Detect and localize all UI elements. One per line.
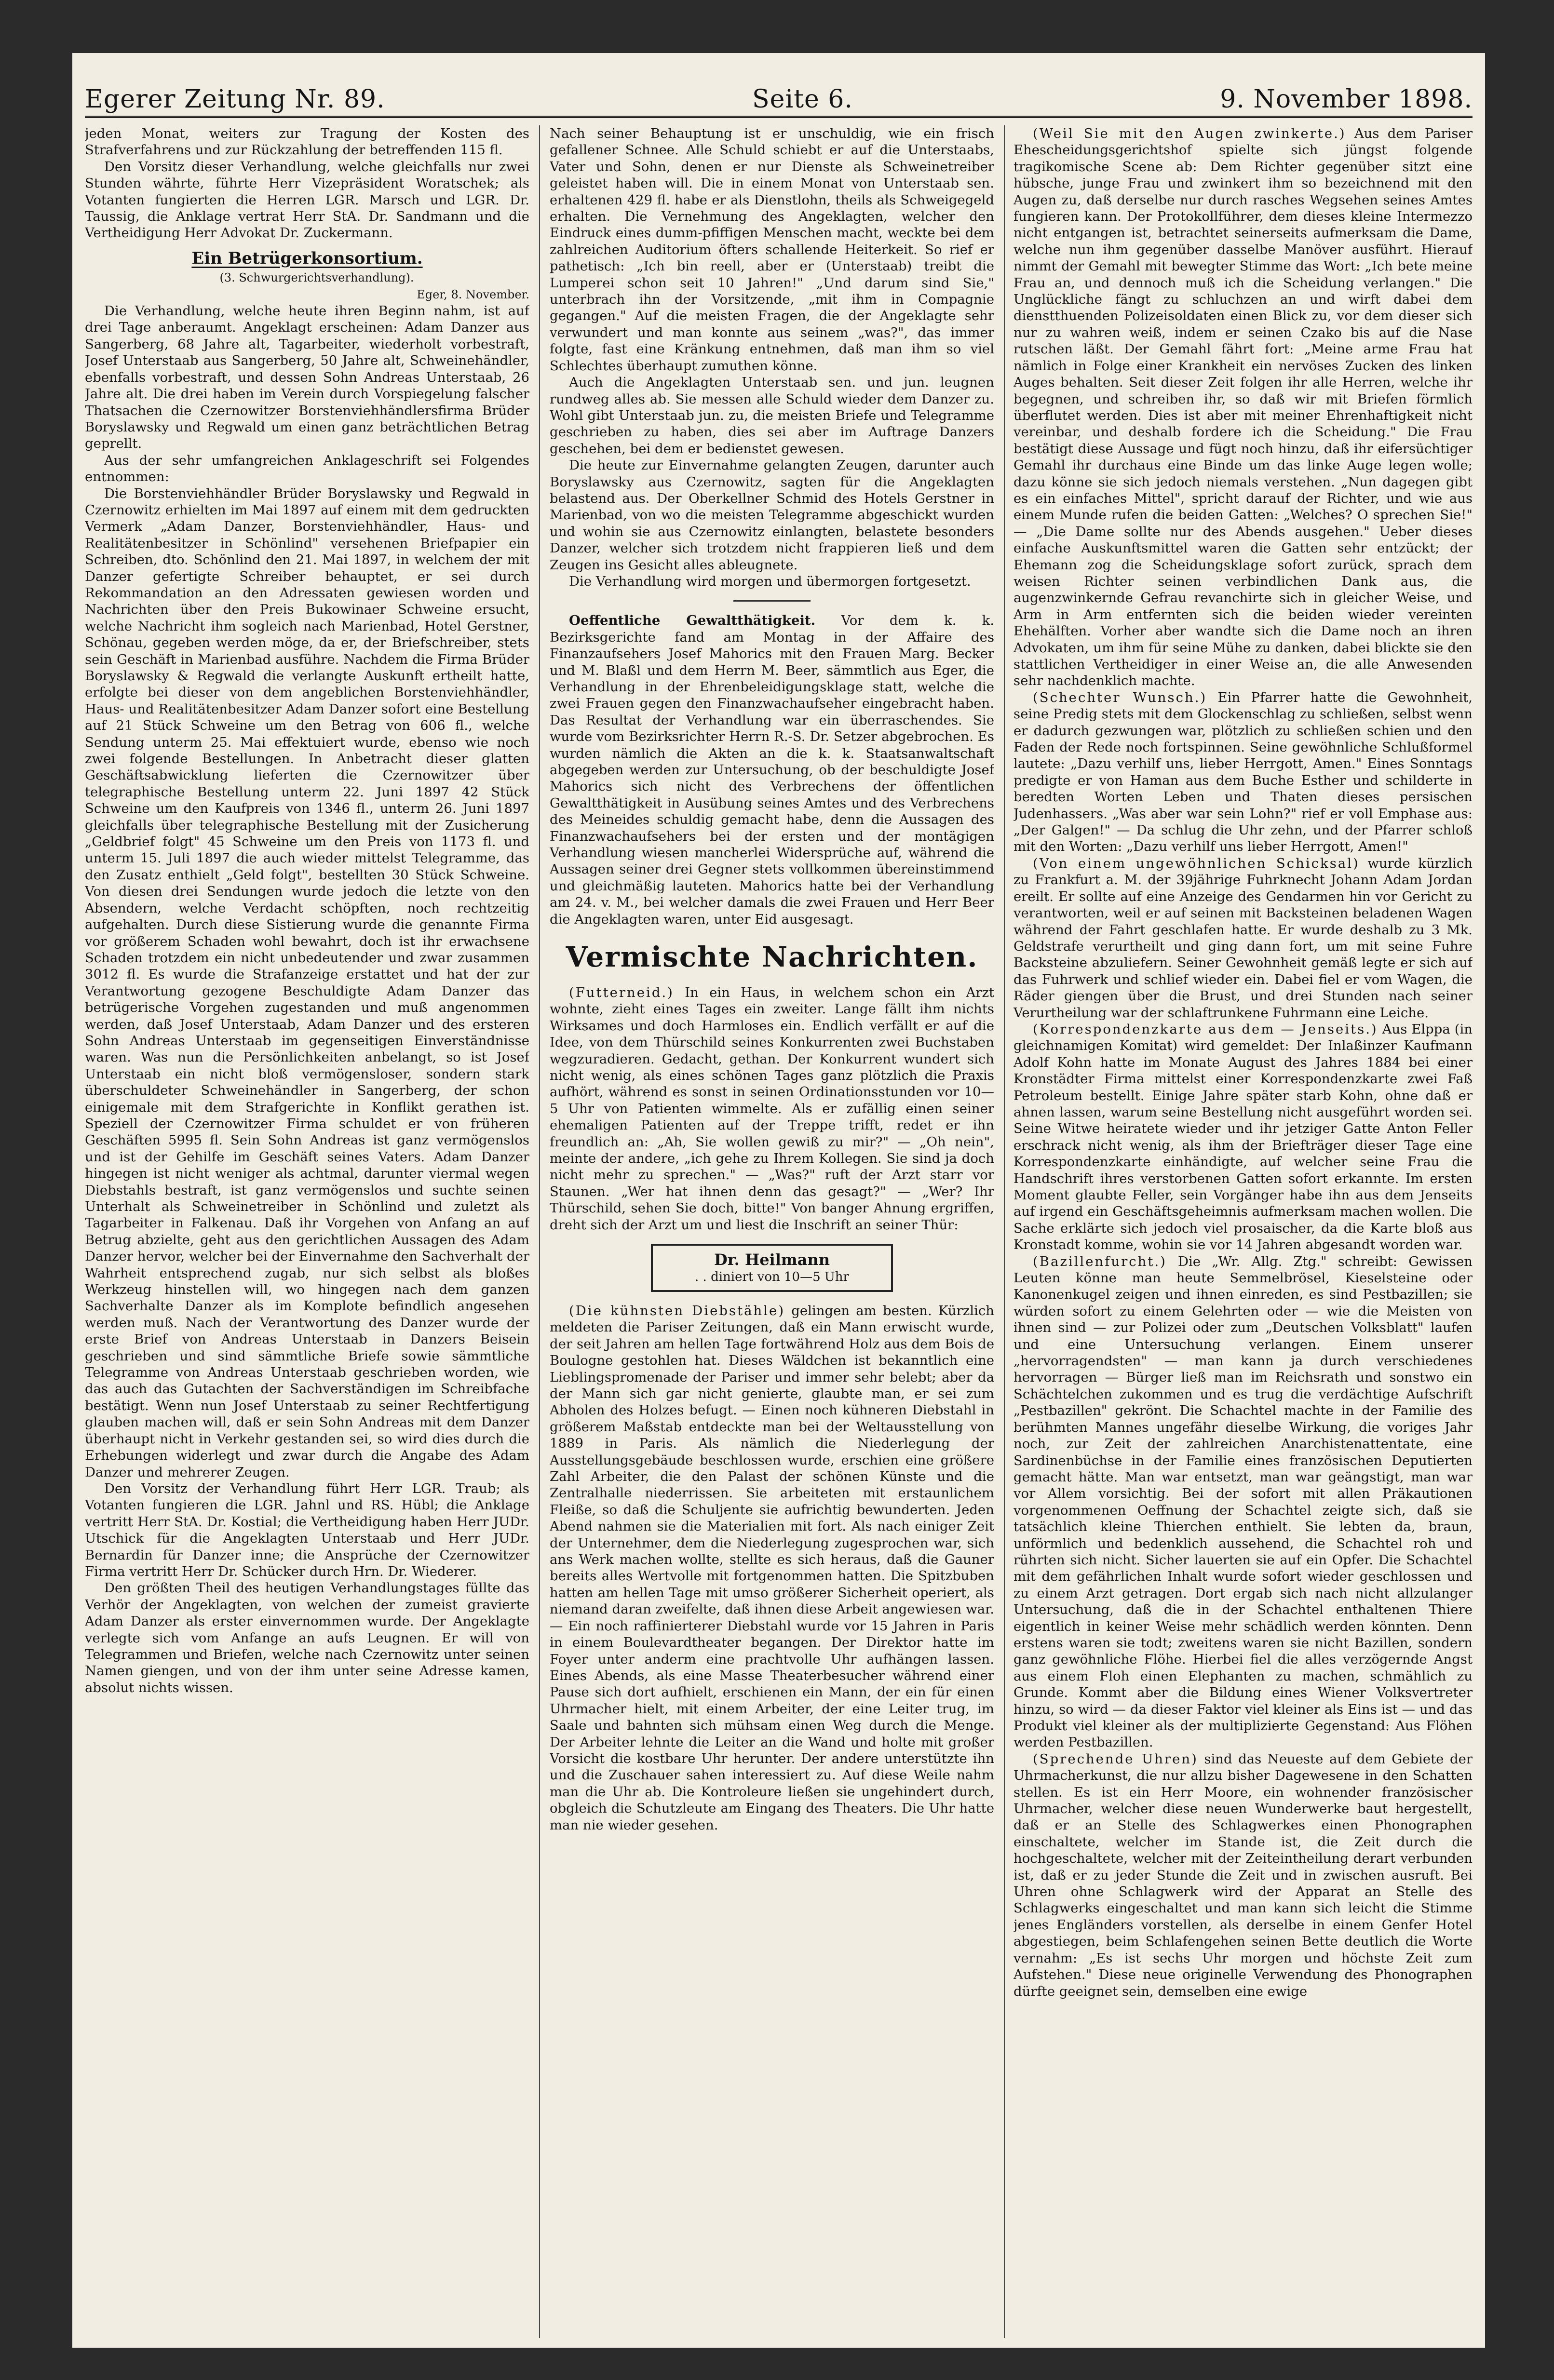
paragraph: Aus der sehr umfangreichen Anklageschrift sei Folgendes entnommen: xyxy=(85,452,529,485)
paragraph-body: sind das Neueste auf dem Gebiete der Uhrmacherkunst, die nur allzu bisher Dagewesene in den Schatten stellen. Es ist ein Herr Moore, ein wohnender französischer Uhrmacher, welcher diese neuen Wunderwerke baut hergestellt, daß er an Stelle des Schlagwerkes einen Phonographen einschaltete, welcher im Stande ist, die Zeit durch die hochgeschaltete, welcher mit der Zeiteintheilung derart verbunden ist, daß er zu jeder Stunde die Zeit und in zwischen ausruft. Bei Uhren ohne Schlagwerk wird der Apparat an Stelle des Schlagwerks eingeschaltet und man kann sich leicht die Stimme jenes Engländers vorstellen, als derselbe in einem Genfer Hotel abgestiegen, beim Schlafengehen seinen Bette deutlich die Worte vernahm: „Es ist sechs Uhr morgen und höchste Zeit zum Aufstehen." Diese neue originelle Verwendung des Phonographen dürfte geeignet sein, demselben eine ewige xyxy=(1013,1751,1473,1999)
article-heading: Ein Betrügerkonsortium. xyxy=(191,248,423,268)
paragraph-lead: (Schechter Wunsch.) xyxy=(1033,689,1207,705)
masthead xyxy=(85,68,1473,112)
masthead-page: Seite 6. xyxy=(752,85,853,114)
paragraph: Die Verhandlung, welche heute ihren Beginn nahm, ist auf drei Tage anberaumt. Angeklagt erscheinen: Adam Danzer aus Sangerberg, 68 Jahre alt, Tagarbeiter, wiederholt vorbestraft, Josef Unterstaab aus Sangerberg, 50 Jahre alt, Schweinehändler, ebenfalls vorbestraft, und dessen Sohn Andreas Unterstaab, 26 Jahre alt. Die drei haben im Verein durch Vorspiegelung falscher Thatsachen die Czernowitzer Borstenviehhändlersfirma Brüder Boryslawsky und Regwald um einen ganz beträchtlichen Betrag geprellt. xyxy=(85,303,529,452)
paragraph xyxy=(1013,855,1473,1021)
paragraph xyxy=(550,1303,994,1833)
paragraph: Die Borstenviehhändler Brüder Boryslawsky und Regwald in Czernowitz erhielten im Mai 1897 auf einem mit dem gedruckten Vermerk „Adam Danzer, Borstenviehhändler, Haus- und Realitätenbesitzer in Schönlind" versehenen Briefpapier ein Schreiben, dto. Schönlind den 21. Mai 1897, in welchem der mit Danzer gefertigte Schreiber behauptet, er sei durch Rekommandation an den Adressaten gewiesen worden und Nachrichten über den Preis Bukowinaer Schweine ersucht, welche Nachricht ihm sogleich nach Marienbad, Hotel Gerstner, Schönau, gegeben werden möge, da er, der Briefschreiber, stets sein Geschäft in Marienbad ausführe. Nachdem die Firma Brüder Boryslawsky & Regwald die verlangte Auskunft ertheilt hatte, erfolgte bei dieser von dem angeblichen Borstenviehhändler, Haus- und Realitätenbesitzer Adam Danzer sofort eine Bestellung auf 21 Stück Schweine um den Betrag von 606 fl., welche Sendung unterm 25. Mai effektuiert wurde, ebenso wie noch zwei folgende Bestellungen. In Anbetracht dieser glatten Geschäftsabwicklung lieferten die Czernowitzer über telegraphische Bestellung unterm 22. Juni 1897 42 Stück Schweine um den Kaufpreis von 1346 fl., unterm 26. Juni 1897 gleichfalls über telegraphische Bestellung mit der Zusicherung „Geldbrief folgt" 45 Schweine um den Preis von 1173 fl. und unterm 15. Juli 1897 die auch wieder mittelst Telegramme, das den Zusatz enthielt „Geld folgt", bestellten 30 Stück Schweine. Von diesen drei Sendungen wurde jedoch die letzte von den Absendern, welche Verdacht schöpften, noch rechtzeitig aufgehalten. Durch diese Sistierung wurde die genannte Firma vor größerem Schaden wohl bewahrt, doch ist ihr erwachsene Schaden trotzdem ein nicht unbedeutender und zwar zusammen 3012 fl. Es wurde die Strafanzeige erstattet und hat der zur Verantwortung gezogene Beschuldigte Adam Danzer das betrügerische Vorgehen zugestanden und muß angenommen werden, daß Josef Unterstaab, Adam Danzer und des ersteren Sohn Andreas Unterstaab im gegenseitigen Einverständnisse waren. Was nun die Persönlichkeiten anbelangt, so ist Josef Unterstaab ein nicht bloß vermögensloser, sondern stark überschuldeter Schweinehändler in Sangerberg, der schon einigemale mit dem Strafgerichte in Konflikt gerathen ist. Speziell der Czernowitzer Firma schuldet er von früheren Geschäften 5995 fl. Sein Sohn Andreas ist ganz vermögenslos und ist der Gehilfe im Geschäft seines Vaters. Adam Danzer hingegen ist nicht weniger als achtmal, darunter viermal wegen Diebstahls bestraft, ist ganz vermögenslos und suchte seinen Unterhalt als Schweinetreiber in Schönlind und zuletzt als Tagarbeiter in Falkenau. Daß ihr Vorgehen von Anfang an auf Betrug abzielte, geht aus den gerichtlichen Aussagen des Adam Danzer hervor, welcher bei der Einvernahme den Sachverhalt der Wahrheit entsprechend zugab, nur sich selbst als bloßes Werkzeug hinstellen will, wo hingegen nach dem ganzen Sachverhalte Danzer als im Komplote befindlich angesehen werden muß. Nach der Verantwortung des Danzer wurde der erste Brief von Andreas Unterstaab in Danzers Beisein geschrieben und sind sämmtliche Briefe sowie sämmtliche Telegramme von Andreas Unterstaab geschrieben worden, wie das auch das Gutachten der Sachverständigen im Schreibfache bestätigt. Wenn nun Josef Unterstaab zu seiner Rechtfertigung glauben machen will, daß er sein Sohn Andreas mit dem Danzer überhaupt nicht in Verkehr gestanden sei, so wird dies durch die Erhebungen widerlegt und zwar durch die Angabe des Adam Danzer und mehrerer Zeugen. xyxy=(85,485,529,1480)
paragraph xyxy=(550,612,994,928)
paragraph xyxy=(550,984,994,1233)
paragraph-body: In ein Haus, in welchem schon ein Arzt wohnte, zieht eines Tages ein zweiter. Lange fällt ihm nichts Wirksames und doch Harmloses ein. Endlich verfällt er auf die Idee, von dem Thürschild seines Konkurrenten zwei Buchstaben wegzuradieren. Gedacht, gethan. Der Konkurrent wundert sich nicht wenig, als eines schönen Tages ganz plötzlich die Praxis aufhört, während es sonst in seinen Ordinationsstunden vor 10—5 Uhr von Patienten wimmelte. Als er zufällig einen seiner ehemaligen Patienten auf der Treppe trifft, redet er ihn freundlich an: „Ah, Sie wollen gewiß zu mir?" — „Oh nein", meinte der andere, „ich gehe zu Ihrem Kollegen. Sie sind ja doch nicht mehr zu sprechen." — „Was?" ruft der Arzt starr vor Staunen. „Wer hat ihnen denn das gesagt?" — „Wer? Ihr Thürschild, sehen Sie doch, bitte!" Von banger Ahnung ergriffen, dreht sich der Arzt um und liest die Inschrift an seiner Thür: xyxy=(550,984,994,1233)
paragraph: Auch die Angeklagten Unterstaab sen. und jun. leugnen rundweg alles ab. Sie messen alle Schuld wieder dem Danzer zu. Wohl gibt Unterstaab jun. zu, die meisten Briefe und Telegramme geschrieben zu haben, dies sei aber im Auftrage Danzers geschehen, bei dem er bedienstet gewesen. xyxy=(550,375,994,457)
paragraph: Nach seiner Behauptung ist er unschuldig, wie ein frisch gefallener Schnee. Alle Schuld schiebt er auf die Unterstaabs, Vater und Sohn, denen er nur Dienste als Schweinetreiber geleistet haben will. Die in einem Monat von Unterstaab sen. erhaltenen 429 fl. habe er als Dienstlohn, theils als Schweigegeld erhalten. Die Vernehmung des Angeklagten, welcher den Eindruck eines dumm-pfiffigen Menschen macht, weckte bei dem zahlreichen Auditorium öfters schallende Heiterkeit. So rief er pathetisch: „Ich bin reell, aber er (Unterstaab) treibt die Lumperei schon seit 10 Jahren!" „Und darum sind Sie," unterbrach ihn der Vorsitzende, „mit ihm in Compagnie gegangen." Auf die meisten Fragen, die der Angeklagte sehr verwundert und man konnte aus seinem „was?", das immer folgte, fast eine Kränkung entnehmen, daß man ihm so viel Schlechtes überhaupt zumuthen könne. xyxy=(550,126,994,374)
paragraph xyxy=(1013,1021,1473,1253)
paragraph-lead: (Von einem ungewöhnlichen Schicksal) xyxy=(1033,855,1360,871)
paragraph: Die Verhandlung wird morgen und übermorgen fortgesetzt. xyxy=(569,573,971,589)
paragraph xyxy=(1013,1253,1473,1751)
paragraph-body: wurde kürzlich zu Frankfurt a. M. der 39jährige Fuhrknecht Johann Adam Jordan ereilt. Er sollte auf eine Anzeige des Gendarmen hin vor Gericht zu verantworten, weil er auf seinen mit Backsteinen beladenen Wagen während der Fahrt geschlafen hatte. Er wurde deshalb zu 3 Mk. Geldstrafe verurtheilt und ging dann fort, um mit seine Fuhre Backsteine abzuliefern. Seiner Gewohnheit gemäß legte er sich auf das Fuhrwerk und schlief wieder ein. Dabei fiel er vom Wagen, die Räder giengen über die Brust, und drei Stunden nach seiner Verurtheilung war der schlaftrunkene Fuhrmann eine Leiche. xyxy=(1013,855,1473,1021)
column-3 xyxy=(1013,125,1473,2338)
paragraph: jeden Monat, weiters zur Tragung der Kosten des Strafverfahrens und zur Rückzahlung der betreffenden 115 fl. xyxy=(85,126,529,158)
paragraph: Den größten Theil des heutigen Verhandlungstages füllte das Verhör der Angeklagten, von welchen der zumeist gravierte Adam Danzer als erster einvernommen wurde. Der Angeklagte verlegte sich vom Anfange an aufs Leugnen. Er will von Telegrammen und Briefen, welche nach Czernowitz unter seinen Namen giengen, und von der ihm unter seine Adresse kamen, absolut nichts wissen. xyxy=(85,1580,529,1695)
section-heading: Vermischte Nachrichten. xyxy=(566,941,978,974)
paragraph-lead: (Korrespondenzkarte aus dem — Jenseits.) xyxy=(1033,1021,1378,1037)
paragraph-body: Die „Wr. Allg. Ztg." schreibt: Gewissen Leuten könne man heute Semmelbrösel, Kieselsteine oder Kanonenkugel zeigen und ihnen einreden, es sind Pestbazillen; sie würden sofort zu einem Gelehrten oder — wie die Meisten von ihnen sind — zur Polizei oder zum „Deutschen Volksblatt" laufen und eine Untersuchung verlangen. Einem unserer „hervorragendsten" — man kann ja durch verschiedenes hervorragen — Bürger ließ man im Reichsrath und sonstwo ein Schächtelchen zukommen und es trug die verdächtige Aufschrift „Pestbazillen" gekrönt. Die Schachtel machte in der Familie des berühmten Mannes ungefähr dieselbe Wirkung, die voriges Jahr noch, zur Zeit der zahlreichen Anarchistenattentate, eine Sardinenbüchse in der Familie eines französischen Deputierten gemacht hätte. Man war entsetzt, man war geängstigt, man war vor Allem vorsichtig. Bei der sofort mit allen Präkautionen vorgenommenen Oeffnung der Schachtel zeigte sich, daß sie tatsächlich kleine Thierchen enthielt. Sie lebten da, braun, unförmlich und bedenklich aussehend, die Schachtel roh und rührten sich nicht. Sicher lauerten sie auf ein Opfer. Die Schachtel mit dem gefährlichen Inhalt wurde sofort wieder geschlossen und zu einem Arzt getragen. Dort ergab sich nach nicht allzulanger Untersuchung, daß die in der Schachtel enthaltenen Thiere eigentlich in keiner Weise mehr schädlich werden könnten. Denn erstens waren sie todt; zweitens waren sie nicht Bazillen, sondern ganz gewöhnliche Flöhe. Hierbei fiel die alles verzögernde Angst aus einem Floh einen Elephanten zu machen, schmählich zu Grunde. Kommt aber die Bildung eines Wiener Volksvertreter hinzu, so wird — da dieser Faktor viel kleiner als Eins ist — und das Produkt viel kleiner als der multiplizierte Gegenstand: Aus Flöhen werden Pestbazillen. xyxy=(1013,1253,1473,1750)
paragraph xyxy=(1013,1751,1473,2000)
paragraph-body: gelingen am besten. Kürzlich meldeten die Pariser Zeitungen, daß ein Mann erwischt wurde, der seit Jahren am hellen Tage fortwährend Holz aus dem Bois de Boulogne gestohlen hat. Dieses Wäldchen ist bekanntlich eine Lieblingspromenade der Pariser und immer sehr belebt; aber da der Mann sich gar nicht genierte, glaubte man, er sei zum Abholen des Holzes befugt. — Einen noch kühneren Diebstahl in größerem Maßstab entdeckte man bei der Weltausstellung von 1889 in Paris. Als nämlich die Niederlegung der Ausstellungsgebäude beschlossen wurde, erschien eine größere Zahl Arbeiter, die den Palast der schönen Künste und die Zentralhalle niederrissen. Sie arbeiteten mit erstaunlichem Fleiße, so daß die Schuljente sie aufrichtig bewunderten. Jeden Abend nahmen sie die Materialien mit fort. Als nach einiger Zeit der Unternehmer, dem die Niederlegung zugesprochen war, sich ans Werk machen wollte, stellte es sich heraus, daß die Gauner bereits alles Wertvolle mit fortgenommen hatten. Die Spitzbuben hatten am hellen Tage mit umso größerer Sicherheit operiert, als niemand daran zweifelte, daß ihnen diese Arbeit angewiesen war. — Ein noch raffinierterer Diebstahl wurde vor 15 Jahren in Paris in einem Boulevardtheater begangen. Der Direktor hatte im Foyer unter anderm eine prachtvolle Uhr aufhängen lassen. Eines Abends, als eine Masse Theaterbesucher während einer Pause sich dort aufhielt, erschienen ein Mann, der ein für einen Uhrmacher hielt, mit einem Arbeiter, der eine Leiter trug, im Saale und bahnten sich mühsam einen Weg durch die Menge. Der Arbeiter lehnte die Leiter an die Wand und holte mit großer Vorsicht die kostbare Uhr herunter. Der andere unterstützte ihn und die Zuschauer sahen interessiert zu. Auf diese Weile nahm man die Uhr ab. Die Kontroleure ließen sie ungehindert durch, obgleich die Schutzleute am Eingang des Theaters. Die Uhr hatte man nie wieder gesehen. xyxy=(550,1303,994,1833)
door-sign-name: Dr. Heilmann xyxy=(714,1250,830,1269)
paragraph: Den Vorsitz dieser Verhandlung, welche gleichfalls nur zwei Stunden währte, führte Herr Vizepräsident Woratschek; als Votanten fungierten die Herren LGR. Marsch und LGR. Dr. Taussig, die Anklage vertrat Herr StA. Dr. Sandmann und die Vertheidigung Herr Advokat Dr. Zuckermann. xyxy=(85,159,529,241)
paragraph-lead: (Weil Sie mit den Augen zwinkerte.) xyxy=(1033,126,1346,141)
column-divider xyxy=(539,125,540,2338)
paragraph-lead: (Sprechende Uhren) xyxy=(1033,1751,1198,1767)
paragraph-lead: (Die kühnsten Diebstähle) xyxy=(569,1303,785,1318)
paragraph-lead: Oeffentliche Gewaltthätigkeit. xyxy=(569,613,816,629)
paragraph-lead: (Futterneid.) xyxy=(569,984,674,1000)
header-rule xyxy=(85,116,1473,118)
paragraph-lead: (Bazillenfurcht.) xyxy=(1033,1253,1167,1269)
paragraph-body: Ein Pfarrer hatte die Gewohnheit, seine Predig stets mit dem Glockenschlag zu schließen, selbst wenn er dadurch gezwungen war, plötzlich zu schließen schien und den Faden der Rede noch fortspinnen. Seine gewöhnliche Schlußformel lautete: „Dazu verhilf uns, lieber Herrgott, Amen." Eines Sonntags predigte er von Haman aus dem Buche Esther und schilderte in beredten Worten Leben und Thaten dieses persischen Judenhassers. „Was aber war sein Lohn?" rief er voll Emphase aus: „Der Galgen!" — Da schlug die Uhr zehn, und der Pfarrer schloß mit den Worten: „Dazu verhilf uns lieber Herrgott, Amen!" xyxy=(1013,689,1473,855)
column-divider xyxy=(1004,125,1005,2338)
paragraph: Den Vorsitz der Verhandlung führt Herr LGR. Traub; als Votanten fungieren die LGR. Jahnl und RS. Hübl; die Anklage vertritt Herr StA. Dr. Kostial; die Vertheidigung haben Herr JUDr. Utschick für die Angeklagten Unterstaab und Herr JUDr. Bernardin für Danzer inne; die Ansprüche der Czernowitzer Firma vertritt Herr Dr. Schücker durch Hrn. Dr. Wiederer. xyxy=(85,1480,529,1579)
paragraph-body: Vor dem k. k. Bezirksgerichte fand am Montag in der Affaire des Finanzaufsehers Josef Mahorics mit den Frauen Marg. Becker und M. Blaßl und dem Herrn M. Beer, sämmtlich aus Eger, die Verhandlung in der Ehrenbeleidigungsklage statt, welche die zwei Frauen gegen den Finanzwachaufseher eingebracht haben. Das Resultat der Verhandlung war ein überraschendes. Sie wurde vom Bezirksrichter Herrn R.-S. Dr. Setzer abgebrochen. Es wurden nämlich die Akten an die k. k. Staatsanwaltschaft abgegeben werden zur Untersuchung, ob der beschuldigte Josef Mahorics sich nicht des Verbrechens der öffentlichen Gewaltthätigkeit in Ausübung seines Amtes und des Verbrechens des Meineides schuldig gemacht habe, denn die Aussagen des Finanzwachaufsehers bei der ersten und der montägigen Verhandlung wiesen mancherlei Widersprüche auf, während die Aussagen seiner drei Gegner stets vollkommen übereinstimmend und gleichmäßig lauteten. Mahorics hatte bei der Verhandlung am 24. v. M., bei welcher damals die zwei Frauen und Herr Beer die Angeklagten waren, unter Eid ausgesagt. xyxy=(550,613,994,927)
door-sign-hours: . . diniert von 10—5 Uhr xyxy=(695,1269,849,1284)
article-dateline: Eger, 8. November. xyxy=(417,287,529,301)
paragraph xyxy=(1013,125,1473,689)
masthead-date: 9. November 1898. xyxy=(1220,85,1473,114)
door-sign xyxy=(651,1244,893,1292)
masthead-title: Egerer Zeitung Nr. 89. xyxy=(85,85,385,114)
paragraph xyxy=(1013,689,1473,855)
column-2 xyxy=(550,125,994,2338)
column-1 xyxy=(85,125,529,2338)
article-subheading: (3. Schwurgerichtsverhandlung). xyxy=(219,271,414,285)
newspaper-page xyxy=(72,53,1485,2348)
section-separator xyxy=(733,600,811,602)
paragraph: Die heute zur Einvernahme gelangten Zeugen, darunter auch Boryslawsky aus Czernowitz, sagten für die Angeklagten belastend aus. Der Oberkellner Schmid des Hotels Gerstner in Marienbad, von wo die meisten Telegramme abgeschickt wurden und wohin sie aus Czernowitz einlangten, belastete besonders Danzer, welcher sich trotzdem nicht frappieren ließ und dem Zeugen ins Gesicht alles ableugnete. xyxy=(550,457,994,573)
paragraph-body: Aus dem Pariser Ehescheidungsgerichtshof spielte sich jüngst folgende tragikomische Scene ab: Dem Richter gegenüber sitzt eine hübsche, junge Frau und zwinkert ihm so bezeichnend mit den Augen zu, daß derselbe nur durch rasches Wegsehen seines Amtes fungieren kann. Der Protokollführer, dem dieses kleine Intermezzo nicht entgangen ist, betrachtet seinerseits aufmerksam die Dame, welche nun ihm gegenüber dasselbe Manöver ausführt. Hierauf nimmt der Gemahl mit bewegter Stimme das Wort: „Ich bete meine Frau an, und dennoch muß ich die Scheidung verlangen." Die Unglückliche fängt zu schluchzen an und wirft dabei dem dienstthuenden Polizeisoldaten einen Blick zu, vor dem dieser sich nur zu wahren weiß, indem er seinen Czako bis auf die Nase rutschen läßt. Der Gemahl fährt fort: „Meine arme Frau hat nämlich in Folge einer Krankheit ein nervöses Zucken des linken Auges behalten. Seit dieser Zeit folgen ihr alle Herren, welche ihr begegnen, und schreiben ihr, so daß wir mit Briefen förmlich überflutet werden. Dies ist aber mit meiner Ehrenhaftigkeit nicht vereinbar, und deshalb fordere ich die Scheidung." Die Frau bestätigt diese Aussage und fügt noch hinzu, daß ihr eifersüchtiger Gemahl ihr durchaus eine Binde um das linke Auge legen wolle; dazu könne sie sich jedoch niemals verstehen. „Nun dagegen gibt es ein einfaches Mittel", spricht darauf der Richter, und wie aus einem Munde rufen die beiden Gatten: „Welches? O sprechen Sie!" — „Die Dame sollte nur des Abends ausgehen." Ueber dieses einfache Auskunftsmittel waren die Gatten sehr entzückt; der Ehemann zog die Scheidungsklage sofort zurück, sprach dem weisen Richter seinen verbindlichen Dank aus, die augenzwinkernde Gefrau revanchirte sich in gleicher Weise, und Arm in Arm entfernten sich die beiden wieder vereinten Ehehälften. Vorher aber wandte sich die Dame noch an ihren Advokaten, um ihm für seine Mühe zu danken, dabei blickte sie den stattlichen Vertheidiger in einer Weise an, die alle Anwesenden sehr nachdenklich machte. xyxy=(1013,126,1473,689)
paragraph-body: Aus Elppa (in gleichnamigen Komitat) wird gemeldet: Der Inlaßinzer Kaufmann Adolf Kohn hatte im Monate August des Jahres 1884 bei einer Kronstädter Firma mittelst einer Korrespondenzkarte zwei Faß Petroleum bestellt. Einige Jahre später starb Kohn, ohne daß er ahnen lassen, warum seine Bestellung nicht ausgeführt worden sei. Seine Witwe heiratete wieder und ihr jetziger Gatte Anton Feller erschrack nicht wenig, als ihm der Briefträger dieser Tage eine Korrespondenzkarte einhändigte, auf welcher seine Frau die Handschrift ihres verstorbenen Gatten sofort erkannte. Im ersten Moment glaubte Feller, sein Vorgänger habe ihn aus dem Jenseits auf irgend ein Geschäftsgeheimnis aufmerksam machen wollen. Die Sache erklärte sich jedoch viel prosaischer, da die Karte bloß aus Kronstadt komme, wohin sie vor 14 Jahren abgesandt worden war. xyxy=(1013,1021,1473,1253)
